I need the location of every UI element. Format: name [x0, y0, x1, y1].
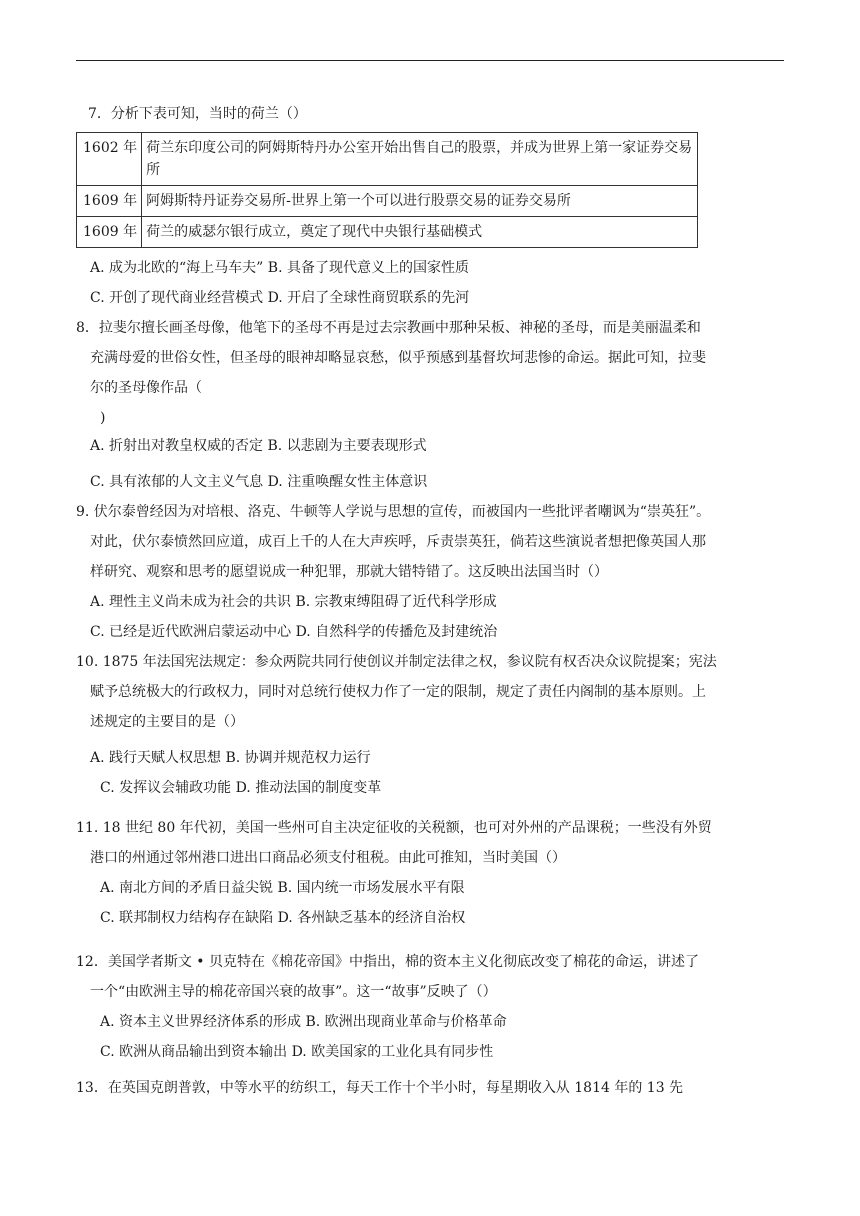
- q8-line-2: 充满母爱的世俗女性，但圣母的眼神却略显哀愁，似乎预感到基督坎坷悲惨的命运。据此可知，拉斐: [90, 350, 706, 366]
- q8-line-4: ): [100, 410, 106, 426]
- table-event-cell: 荷兰东印度公司的阿姆斯特丹办公室开始出售自己的股票，并成为世界上第一家证券交易所: [142, 133, 698, 186]
- q12-options-ab: A. 资本主义世界经济体系的形成 B. 欧洲出现商业革命与价格革命: [100, 1014, 507, 1030]
- table-row: [77, 186, 698, 217]
- table-row: [77, 217, 698, 248]
- q7-stem: 7．分析下表可知，当时的荷兰（）: [88, 106, 307, 122]
- table-row: [77, 133, 698, 186]
- q7-options-ab: A. 成为北欧的“海上马车夫” B. 具备了现代意义上的国家性质: [90, 260, 469, 276]
- table-year-cell: 1609 年: [77, 186, 142, 217]
- q9-line-3: 样研究、观察和思考的愿望说成一种犯罪，那就大错特错了。这反映出法国当时（）: [90, 564, 608, 580]
- q8-options-cd: C. 具有浓郁的人文主义气息 D. 注重唤醒女性主体意识: [90, 474, 428, 490]
- q8-options-ab: A. 折射出对教皇权威的否定 B. 以悲剧为主要表现形式: [90, 438, 427, 454]
- table-event-cell: 荷兰的威瑟尔银行成立，奠定了现代中央银行基础模式: [142, 217, 698, 248]
- table-event-cell: 阿姆斯特丹证券交易所-世界上第一个可以进行股票交易的证券交易所: [142, 186, 698, 217]
- header-rule: [76, 60, 784, 61]
- table-year-cell: 1609 年: [77, 217, 142, 248]
- q10-options-ab: A. 践行天赋人权思想 B. 协调并规范权力运行: [90, 750, 371, 766]
- q9-line-2: 对此，伏尔泰愤然回应道，成百上千的人在大声疾呼，斥责崇英狂，倘若这些演说者想把像英国人那: [90, 534, 706, 550]
- q11-options-ab: A. 南北方间的矛盾日益尖锐 B. 国内统一市场发展水平有限: [100, 880, 465, 896]
- q12-line-2: 一个“由欧洲主导的棉花帝国兴衰的故事”。这一“故事”反映了（）: [90, 984, 497, 1000]
- q7-options-cd: C. 开创了现代商业经营模式 D. 开启了全球性商贸联系的先河: [90, 290, 470, 306]
- q11-line-1: 11. 18 世纪 80 年代初，美国一些州可自主决定征收的关税额，也可对外州的产品课税；一些没有外贸: [76, 820, 712, 836]
- q9-line-1: 9. 伏尔泰曾经因为对培根、洛克、牛顿等人学说与思想的宣传，而被国内一些批评者嘲讽为“崇英狂”。: [76, 504, 711, 520]
- q7-table: [76, 132, 698, 248]
- q10-line-1: 10. 1875 年法国宪法规定：参众两院共同行使创议并制定法律之权，参议院有权否决众议院提案；宪法: [76, 654, 717, 670]
- q12-options-cd: C. 欧洲从商品输出到资本输出 D. 欧美国家的工业化具有同步性: [100, 1044, 494, 1060]
- q12-line-1: 12．美国学者斯文 • 贝克特在《棉花帝国》中指出，棉的资本主义化彻底改变了棉花的命运，讲述了: [76, 954, 699, 970]
- q13-line-1: 13．在英国克朗普敦，中等水平的纺织工，每天工作十个半小时，每星期收入从 1814 年的 13 先: [76, 1080, 684, 1096]
- q9-options-cd: C. 已经是近代欧洲启蒙运动中心 D. 自然科学的传播危及封建统治: [90, 624, 498, 640]
- q10-line-2: 赋予总统极大的行政权力，同时对总统行使权力作了一定的限制，规定了责任内阁制的基本原则。上: [90, 684, 706, 700]
- q10-line-3: 述规定的主要目的是（）: [90, 714, 244, 730]
- table-year-cell: 1602 年: [77, 133, 142, 186]
- q11-line-2: 港口的州通过邻州港口进出口商品必须支付租税。由此可推知，当时美国（）: [90, 850, 566, 866]
- q9-options-ab: A. 理性主义尚未成为社会的共识 B. 宗教束缚阻碍了近代科学形成: [90, 594, 497, 610]
- q10-options-cd: C. 发挥议会辅政功能 D. 推动法国的制度变革: [100, 780, 382, 796]
- q11-options-cd: C. 联邦制权力结构存在缺陷 D. 各州缺乏基本的经济自治权: [100, 910, 466, 926]
- q8-line-3: 尔的圣母像作品（: [90, 380, 202, 396]
- q8-line-1: 8．拉斐尔擅长画圣母像，他笔下的圣母不再是过去宗教画中那种呆板、神秘的圣母，而是美丽温柔和: [76, 320, 701, 336]
